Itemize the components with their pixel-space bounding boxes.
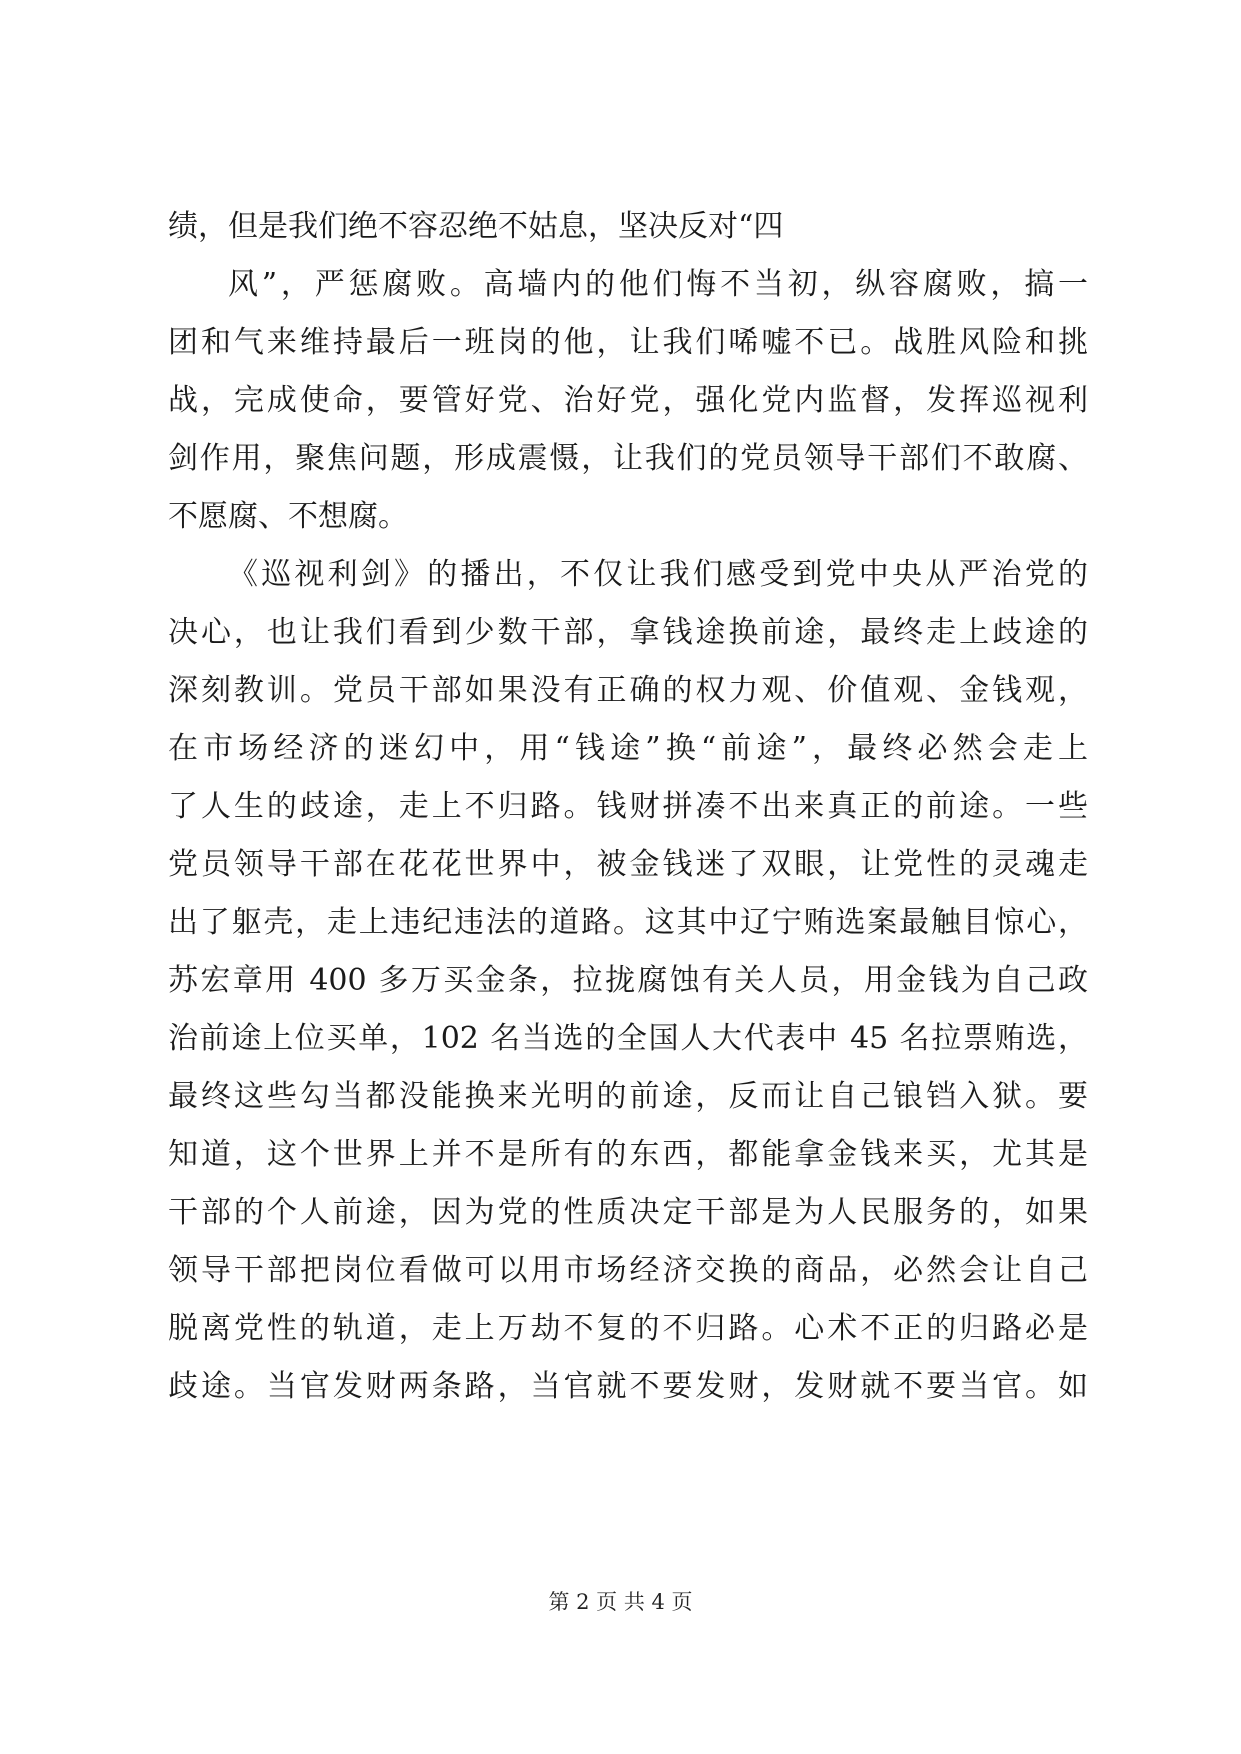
text-line: 绩，但是我们绝不容忍绝不姑息，坚决反对“四 [168, 209, 784, 244]
text-line: 知道，这个世界上并不是所有的东西，都能拿金钱来买，尤其是 [168, 1137, 1088, 1172]
text-line: 深刻教训。党员干部如果没有正确的权力观、价值观、金钱观， [168, 673, 1088, 708]
text-line: 团和气来维持最后一班岗的他，让我们唏嘘不已。战胜风险和挑 [168, 325, 1088, 360]
body-text [168, 198, 1088, 1416]
text-line: 在市场经济的迷幻中，用“钱途”换“前途”，最终必然会走上 [168, 731, 1088, 766]
text-line: 《巡视利剑》的播出，不仅让我们感受到党中央从严治党的 [228, 557, 1088, 592]
text-line: 脱离党性的轨道，走上万劫不复的不归路。心术不正的归路必是 [168, 1311, 1088, 1346]
text-line: 最终这些勾当都没能换来光明的前途，反而让自己锒铛入狱。要 [168, 1079, 1088, 1114]
text-line: 领导干部把岗位看做可以用市场经济交换的商品，必然会让自己 [168, 1253, 1088, 1288]
text-line: 歧途。当官发财两条路，当官就不要发财，发财就不要当官。如 [168, 1369, 1088, 1404]
text-line: 不愿腐、不想腐。 [168, 499, 408, 534]
text-line: 了人生的歧途，走上不归路。钱财拼凑不出来真正的前途。一些 [168, 789, 1088, 824]
page-number-footer: 第 2 页 共 4 页 [548, 1590, 693, 1614]
text-line: 党员领导干部在花花世界中，被金钱迷了双眼，让党性的灵魂走 [168, 847, 1088, 882]
text-line: 决心，也让我们看到少数干部，拿钱途换前途，最终走上歧途的 [168, 615, 1088, 650]
text-line: 治前途上位买单，102 名当选的全国人大代表中 45 名拉票贿选， [168, 1021, 1088, 1056]
text-line: 风”，严惩腐败。高墙内的他们悔不当初，纵容腐败，搞一 [228, 267, 1088, 302]
text-line: 剑作用，聚焦问题，形成震慑，让我们的党员领导干部们不敢腐、 [168, 441, 1088, 476]
text-line: 出了躯壳，走上违纪违法的道路。这其中辽宁贿选案最触目惊心， [168, 905, 1088, 940]
text-line: 战，完成使命，要管好党、治好党，强化党内监督，发挥巡视利 [168, 383, 1088, 418]
text-line: 干部的个人前途，因为党的性质决定干部是为人民服务的，如果 [168, 1195, 1088, 1230]
text-line: 苏宏章用 400 多万买金条，拉拢腐蚀有关人员，用金钱为自己政 [168, 963, 1088, 998]
